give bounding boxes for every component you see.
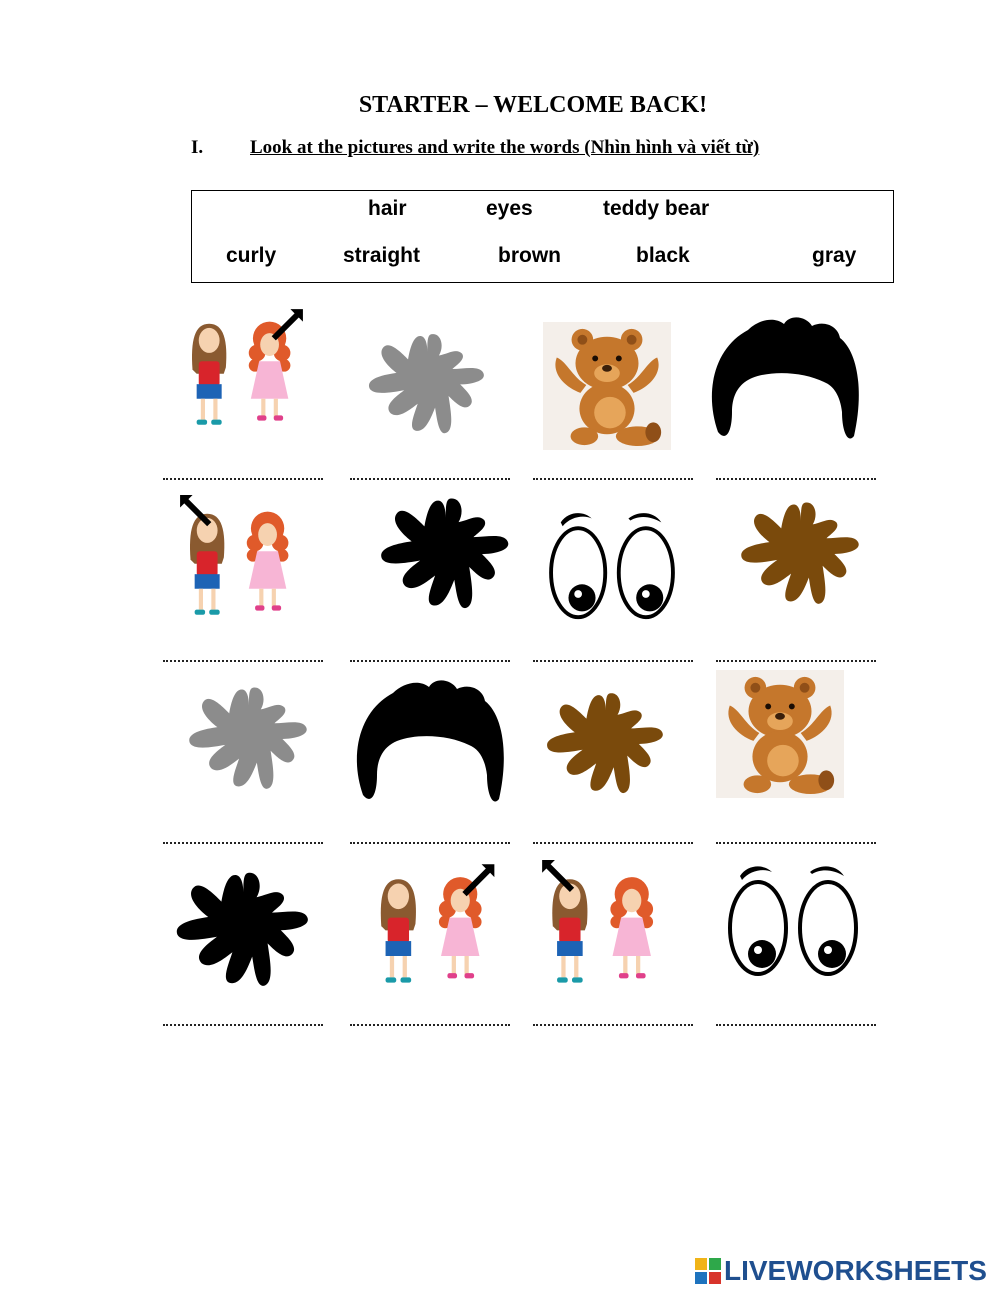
answer-field[interactable]	[533, 814, 693, 844]
logo-mark-icon	[695, 1258, 721, 1284]
black-hair-icon	[352, 675, 512, 805]
teddy-bear-icon	[716, 670, 844, 798]
word-bank-item: straight	[343, 244, 421, 267]
answer-field[interactable]	[163, 814, 323, 844]
girls-straight-icon	[168, 495, 313, 620]
section-number: I.	[191, 137, 204, 158]
girls-straight-icon	[530, 860, 678, 988]
word-bank-item: curly	[226, 244, 277, 267]
word-bank-item: black	[636, 244, 690, 267]
black-splash-icon	[364, 488, 519, 616]
brown-splash-icon	[728, 488, 866, 616]
girls-curly-icon	[360, 860, 505, 988]
eyes-icon	[724, 858, 862, 980]
brown-splash-icon	[534, 678, 670, 806]
answer-field[interactable]	[163, 996, 323, 1026]
word-bank-item: hair	[368, 197, 407, 220]
answer-field[interactable]	[350, 632, 510, 662]
word-bank	[191, 190, 894, 283]
gray-splash-icon	[356, 320, 491, 445]
answer-field[interactable]	[533, 450, 693, 480]
word-bank-item: gray	[812, 244, 857, 267]
answer-field[interactable]	[533, 996, 693, 1026]
answer-field[interactable]	[350, 450, 510, 480]
answer-field[interactable]	[350, 814, 510, 844]
answer-field[interactable]	[350, 996, 510, 1026]
black-hair-icon	[708, 312, 866, 442]
girls-curly-icon	[170, 305, 315, 430]
answer-field[interactable]	[716, 996, 876, 1026]
answer-field[interactable]	[533, 632, 693, 662]
gray-splash-icon	[176, 672, 314, 802]
answer-field[interactable]	[716, 814, 876, 844]
liveworksheets-logo	[695, 1255, 987, 1287]
teddy-bear-icon	[542, 322, 672, 450]
answer-field[interactable]	[163, 632, 323, 662]
word-bank-item: teddy bear	[603, 197, 710, 220]
answer-field[interactable]	[716, 632, 876, 662]
answer-field[interactable]	[716, 450, 876, 480]
word-bank-item: eyes	[486, 197, 533, 220]
word-bank-item: brown	[498, 244, 561, 267]
logo-text: LIVEWORKSHEETS	[724, 1255, 987, 1286]
answer-field[interactable]	[163, 450, 323, 480]
eyes-icon	[543, 505, 681, 623]
instruction-text: Look at the pictures and write the words (Nhìn hình và viết từ)	[250, 137, 760, 158]
black-splash-icon	[160, 862, 318, 994]
worksheet-title: STARTER – WELCOME BACK!	[358, 92, 708, 118]
